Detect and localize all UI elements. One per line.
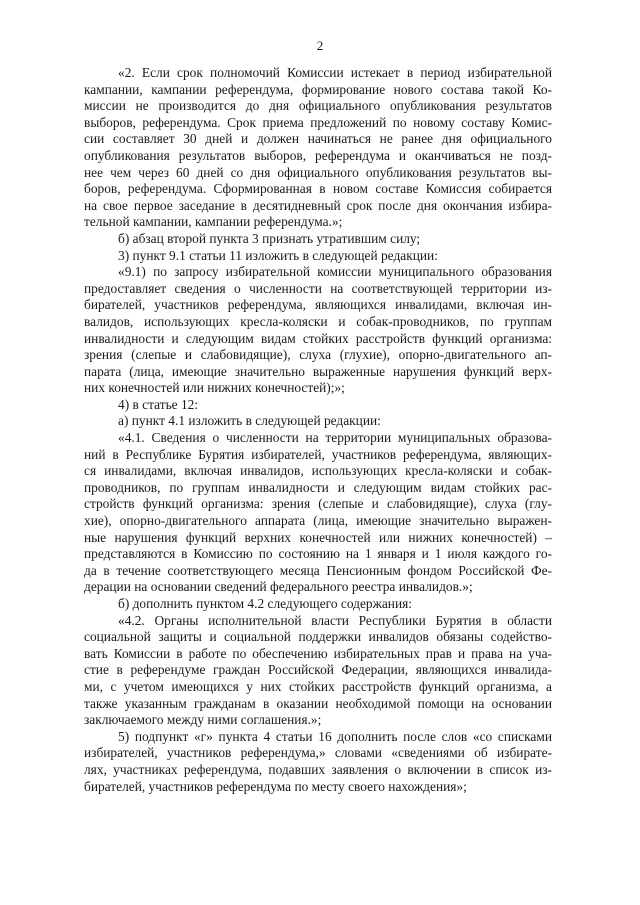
text-line: «4.1. Сведения о численности на территории муниципальных образова-: [118, 430, 552, 446]
paragraph-item-2-text: [84, 65, 552, 231]
text-line: хие), опорно-двигательного аппарата (лица, имеющие значительно выражен-: [84, 513, 552, 529]
text-line: ся инвалидами, включая инвалидов, использующих кресла-коляски и собак-: [84, 463, 552, 479]
text-line: предоставляет сведения о численности на соответствующей территории из-: [84, 280, 552, 296]
text-line: миссии не производится до дня официального опубликования результатов: [84, 98, 552, 114]
page-number: 2: [316, 38, 324, 53]
text-line: на свое первое заседание в десятидневный срок после дня окончания избира-: [84, 197, 552, 213]
text-line: лях, участниках референдума, подавших заявления о включении в список из-: [84, 761, 552, 777]
text-line: инвалидности и следующим видам стойких расстройств функций организма:: [84, 330, 552, 346]
paragraph-subitem-a: [84, 413, 552, 430]
text-line: них конечностей или нижних конечностей);»;: [84, 380, 345, 396]
text-line: «2. Если срок полномочий Комиссии истекает в период избирательной: [118, 65, 552, 80]
text-line: зрения (слепые и слабовидящие), слуха (глухие), опорно-двигательного ап-: [84, 347, 552, 363]
text-line: валидов, использующих кресла-коляски и собак-проводников, по группам: [84, 313, 552, 329]
paragraph-subitem-b: [84, 231, 552, 248]
text-line: выборов, референдума. Срок приема предложений по новому составу Комис-: [84, 114, 552, 130]
text-line: тельной кампании, кампании референдума.»;: [84, 214, 343, 230]
text-line: б) дополнить пунктом 4.2 следующего содержания:: [118, 596, 412, 611]
text-line: боров, референдума. Сформированная в новом составе Комиссия собирается: [84, 181, 552, 197]
text-line: «4.2. Органы исполнительной власти Республики Бурятия в области: [118, 612, 552, 628]
text-line: парата (лица, имеющие значительно выраженные нарушения функций верх-: [84, 363, 552, 379]
text-line: нее чем через 60 дней со дня официального опубликования результатов вы-: [84, 164, 552, 180]
text-line: стройств функций организма: зрения (слепые и слабовидящие), слуха (глу-: [84, 496, 552, 512]
text-line: б) абзац второй пункта 3 признать утратившим силу;: [118, 230, 421, 246]
text-line: также указанным гражданам в оказании необходимой помощи на основании: [84, 695, 552, 711]
text-line: да в течение соответствующего месяца Пенсионным фондом Российской Фе-: [84, 562, 552, 578]
text-line: социальной защиты и социальной поддержки инвалидов обязаны содейство-: [84, 629, 552, 645]
text-line: 3) пункт 9.1 статьи 11 изложить в следующей редакции:: [118, 247, 438, 263]
text-line: а) пункт 4.1 изложить в следующей редакции:: [118, 413, 381, 429]
text-line: опубликования результатов выборов, референдума и оканчиваться не позд-: [84, 147, 552, 163]
paragraph-item-9-1-text: [84, 264, 552, 397]
text-line: ний в Республике Бурятия избирателей, участников референдума, являющих-: [84, 446, 552, 462]
text-line: 4) в статье 12:: [118, 396, 199, 412]
text-line: кампании, кампании референдума, формирование нового состава такой Ко-: [84, 81, 552, 97]
paragraph-item-4: [84, 397, 552, 414]
text-line: бирателей, участников референдума, являющихся инвалидами, включая ин-: [84, 297, 552, 313]
text-line: «9.1) по запросу избирательной комиссии муниципального образования: [118, 264, 552, 280]
text-line: бирателей, участников референдума по месту своего нахождения»;: [84, 778, 467, 794]
paragraph-item-4-1-text: [84, 430, 552, 596]
text-line: проводников, по группам инвалидности и следующим видам стойких рас-: [84, 479, 552, 495]
text-line: вать Комиссии в работе по обеспечению избирательных прав и права на уча-: [84, 645, 552, 661]
paragraph-subitem-b-2: [84, 596, 552, 613]
text-line: ми, с учетом имеющихся у них стойких расстройств функций организма, а: [84, 678, 552, 694]
document-body: [84, 65, 552, 795]
text-line: 5) подпункт «г» пункта 4 статьи 16 дополнить после слов «со списками: [118, 728, 552, 744]
paragraph-item-5: [84, 729, 552, 795]
text-line: дерации на основании сведений федерального реестра инвалидов.»;: [84, 579, 473, 595]
text-line: сии составляет 30 дней и должен начинаться не ранее дня официального: [84, 131, 552, 147]
text-line: избирателей, участников референдума,» словами «сведениями об избирате-: [84, 745, 552, 761]
text-line: заключаемого между ними соглашения.»;: [84, 712, 322, 728]
paragraph-item-3: [84, 248, 552, 265]
paragraph-item-4-2-text: [84, 613, 552, 729]
text-line: ные нарушения функций верхних конечностей или нижних конечностей) –: [84, 529, 552, 545]
text-line: представляются в Комиссию по состоянию на 1 января и 1 июля каждого го-: [84, 546, 552, 562]
text-line: стие в референдуме граждан Российской Федерации, являющихся инвалида-: [84, 662, 552, 678]
